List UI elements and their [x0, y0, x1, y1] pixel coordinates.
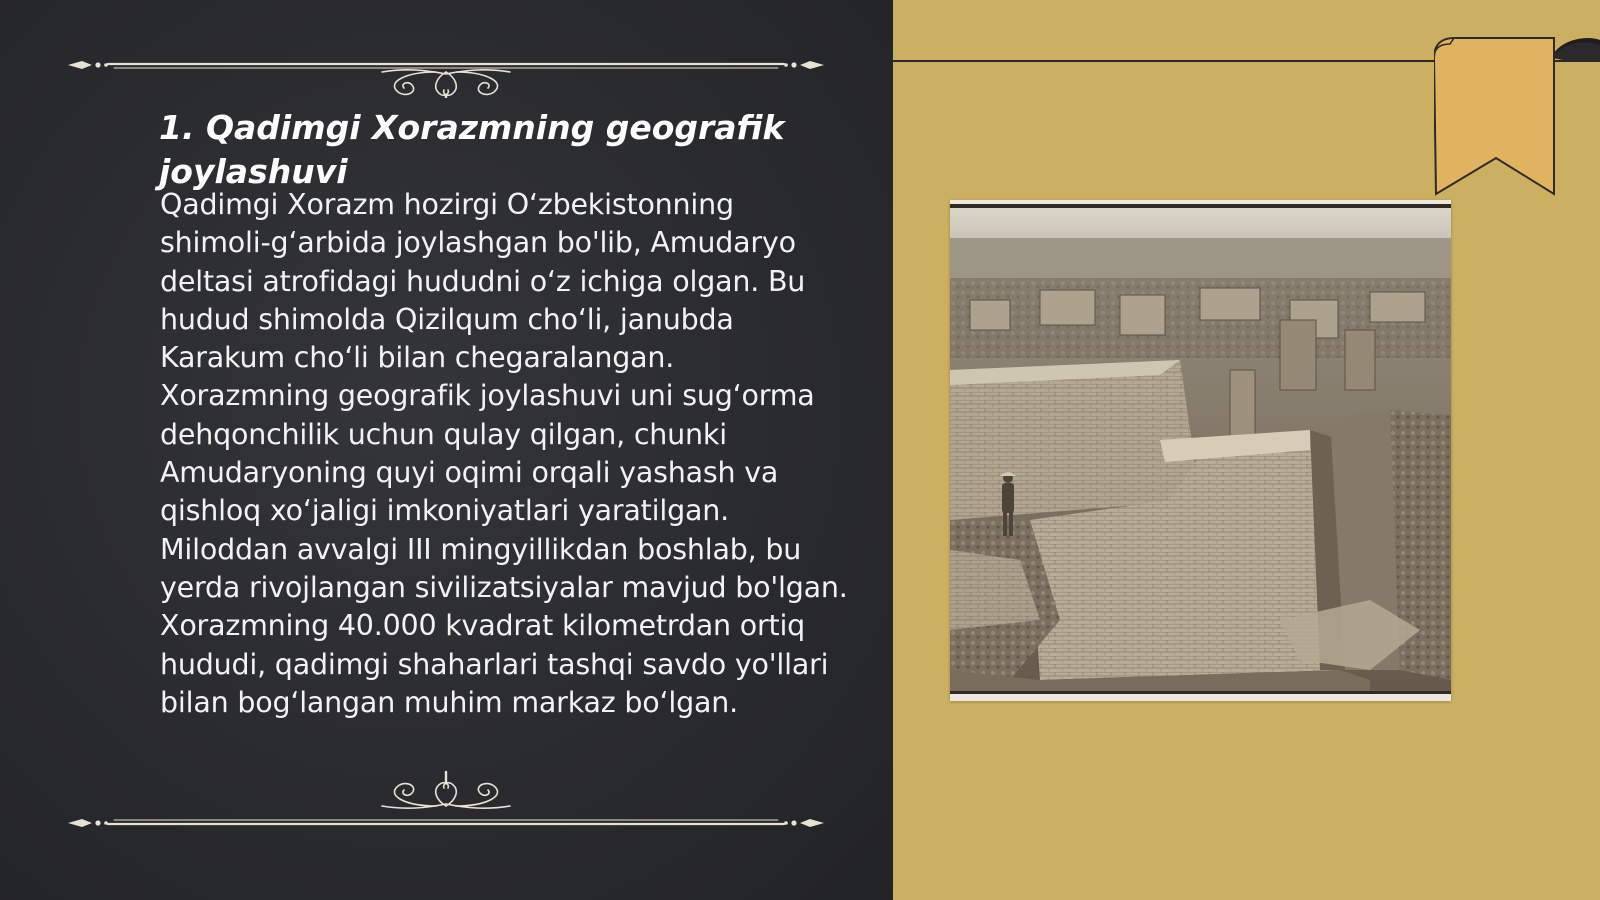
bookmark-ribbon-icon: [1434, 34, 1600, 198]
archaeological-ruins-photo: [950, 200, 1451, 701]
top-ornament-icon: [66, 38, 826, 98]
bottom-ornament-icon: [66, 770, 826, 830]
slide-body-text: Qadimgi Xorazm hozirgi O‘zbekistonning shimoli-g‘arbida joylashgan bo'lib, Amudaryo deltasi atrofidagi hududni o‘z ichiga olgan. Bu hudud shimolda Qizilqum cho‘li, janubda Karakum cho‘li bilan chegaralangan. Xorazmning geografik joylashuvi uni sug‘orma dehqonchilik uchun qulay qilgan, chunki Amudaryoning quyi oqimi orqali yashash va qishloq xo‘jaligi imkoniyatlari yaratilgan. Miloddan avvalgi III mingyillikdan boshlab, bu yerda rivojlangan sivilizatsiyalar mavjud bo'lgan. Xorazmning 40.000 kvadrat kilometrdan ortiq hududi, qadimgi shaharlari tashqi savdo yo'llari bilan bog‘langan muhim markaz bo‘lgan.: [160, 188, 848, 719]
slide-title: 1. Qadimgi Xorazmning geografik joylashuvi: [159, 108, 785, 191]
ruins-photo-image: [950, 200, 1451, 701]
